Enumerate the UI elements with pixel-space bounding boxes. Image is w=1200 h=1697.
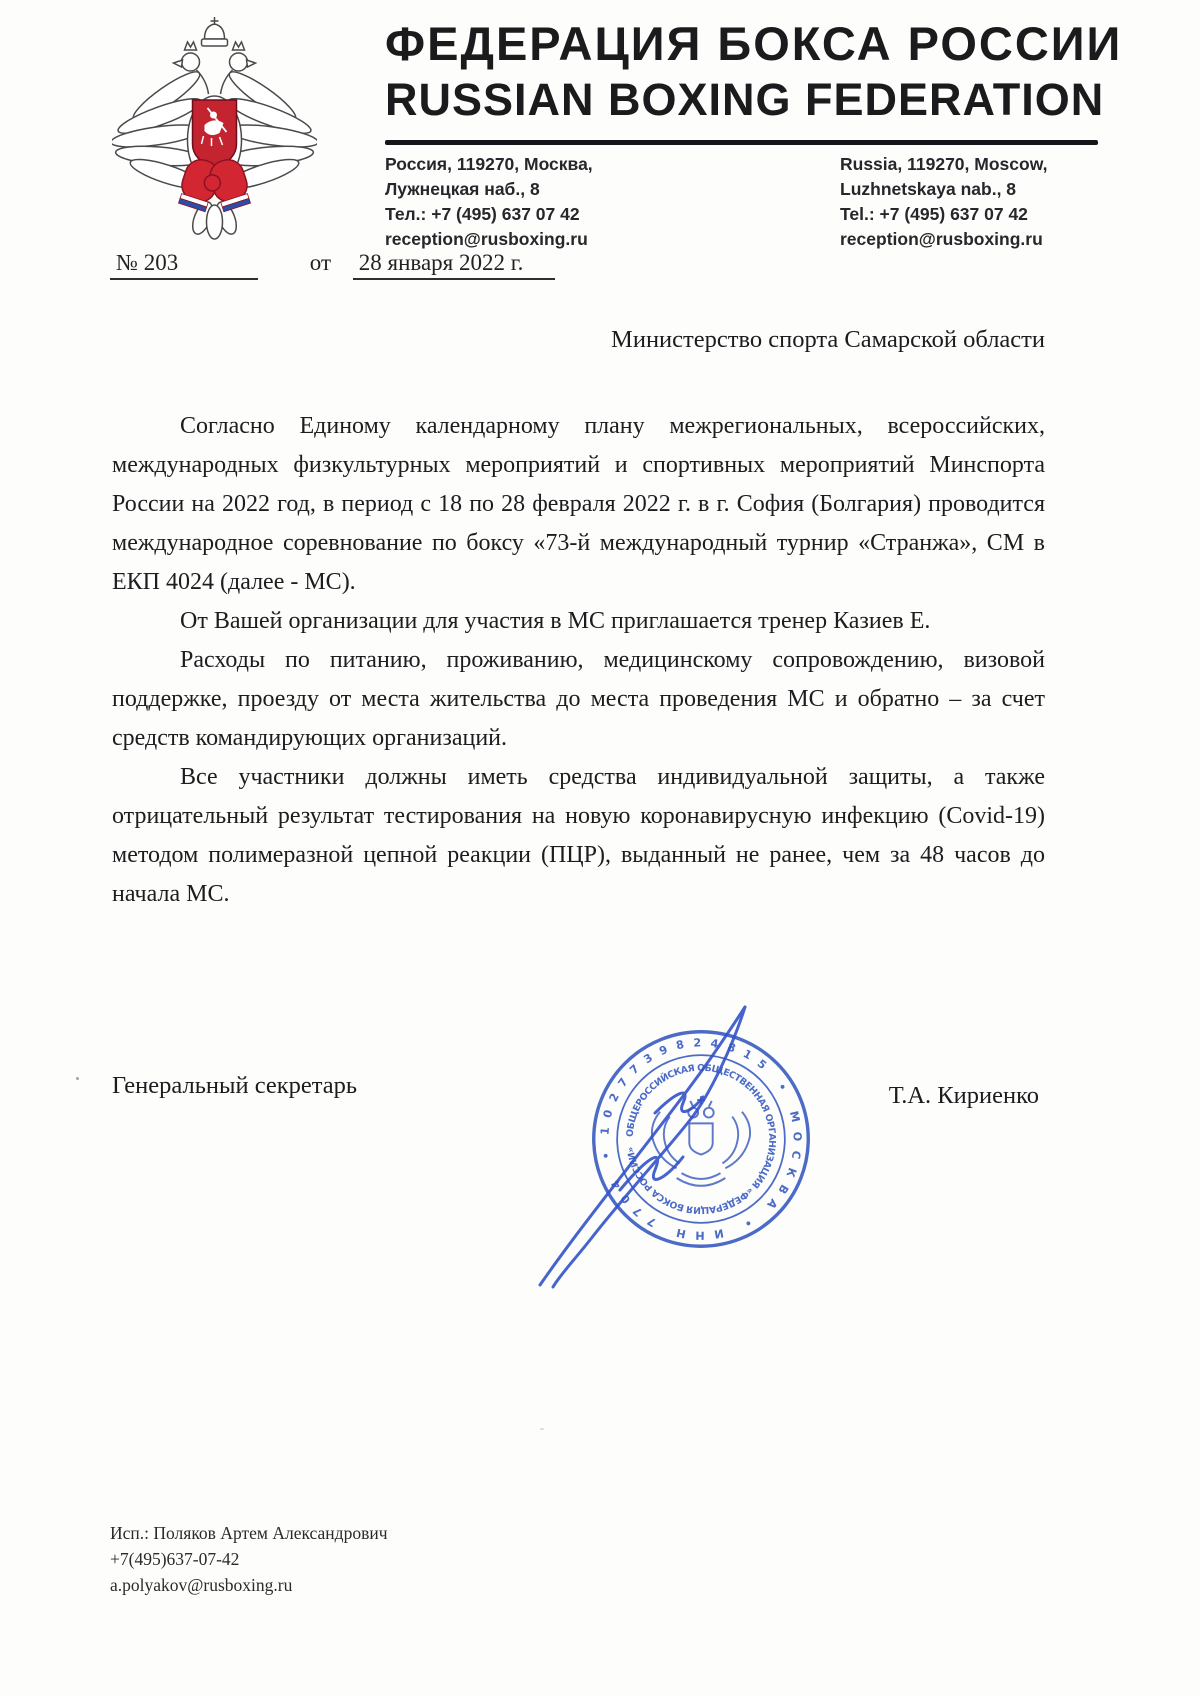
date-preposition: от: [309, 250, 331, 275]
address-line: Тел.: +7 (495) 637 07 42: [385, 204, 580, 224]
scan-artifact: [76, 1077, 79, 1080]
address-block-en: [840, 152, 1048, 252]
body-paragraph: От Вашей организации для участия в МС приглашается тренер Казиев Е.: [180, 608, 931, 634]
address-line: Лужнецкая наб., 8: [385, 179, 540, 199]
org-title-ru: ФЕДЕРАЦИЯ БОКСА РОССИИ: [385, 17, 1123, 70]
address-block-ru: [385, 152, 593, 252]
outgoing-number: № 203: [110, 250, 258, 280]
body-paragraph: Расходы по питанию, проживанию, медицинскому сопровождению, визовой поддержке, проезду от места жительства до места проведения МС и обратно – за счет средств командирующих организаций.: [112, 647, 1045, 751]
address-line: Россия, 119270, Москва,: [385, 154, 593, 174]
executor-line: a.polyakov@rusboxing.ru: [110, 1575, 293, 1595]
outgoing-date: 28 января 2022 г.: [353, 250, 555, 280]
reference-line: [110, 250, 555, 280]
address-line: Tel.: +7 (495) 637 07 42: [840, 204, 1028, 224]
executor-line: Исп.: Поляков Артем Александрович: [110, 1523, 388, 1543]
executor-line: +7(495)637-07-42: [110, 1549, 240, 1569]
org-title-en: RUSSIAN BOXING FEDERATION: [385, 74, 1105, 125]
seal-outer-ring-text: 1027739824815 • МОСКВА • ИНН 7704 •: [598, 1036, 804, 1242]
scan-artifact: [540, 1428, 544, 1430]
handwritten-signature-icon: [505, 985, 805, 1305]
body-paragraph: Согласно Единому календарному плану межрегиональных, всероссийских, международных физкультурных мероприятий и спортивных мероприятий Минспорта России на 2022 год, в период с 18 по 28 февраля 2022 г. в г. София (Болгария) проводится международное соревнование по боксу «73-й международный турнир «Странжа», СМ в ЕКП 4024 (далее - МС).: [112, 413, 1045, 595]
address-line: Russia, 119270, Moscow,: [840, 154, 1048, 174]
body-paragraph: Все участники должны иметь средства индивидуальной защиты, а также отрицательный результат тестирования на новую коронавирусную инфекцию (Covid-19) методом полимеразной цепной реакции (ПЦР), выданный не ранее, чем за 48 часов до начала МС.: [112, 764, 1045, 907]
letter-body: [112, 407, 1045, 914]
federation-emblem-icon: [112, 12, 317, 250]
header-divider: [385, 140, 1098, 145]
address-line: reception@rusboxing.ru: [385, 229, 588, 249]
signoff-name: Т.А. Кириенко: [888, 1082, 1039, 1109]
address-line: Luzhnetskaya nab., 8: [840, 179, 1017, 199]
address-line: reception@rusboxing.ru: [840, 229, 1043, 249]
recipient-line: Министерство спорта Самарской области: [611, 326, 1045, 353]
seal-inner-ring-text: ОБЩЕРОССИЙСКАЯ ОБЩЕСТВЕННАЯ ОРГАНИЗАЦИЯ «ФЕДЕРАЦИЯ БОКСА РОССИИ»: [624, 1062, 778, 1216]
signoff-title: Генеральный секретарь: [112, 1072, 358, 1099]
executor-block: [110, 1520, 388, 1598]
